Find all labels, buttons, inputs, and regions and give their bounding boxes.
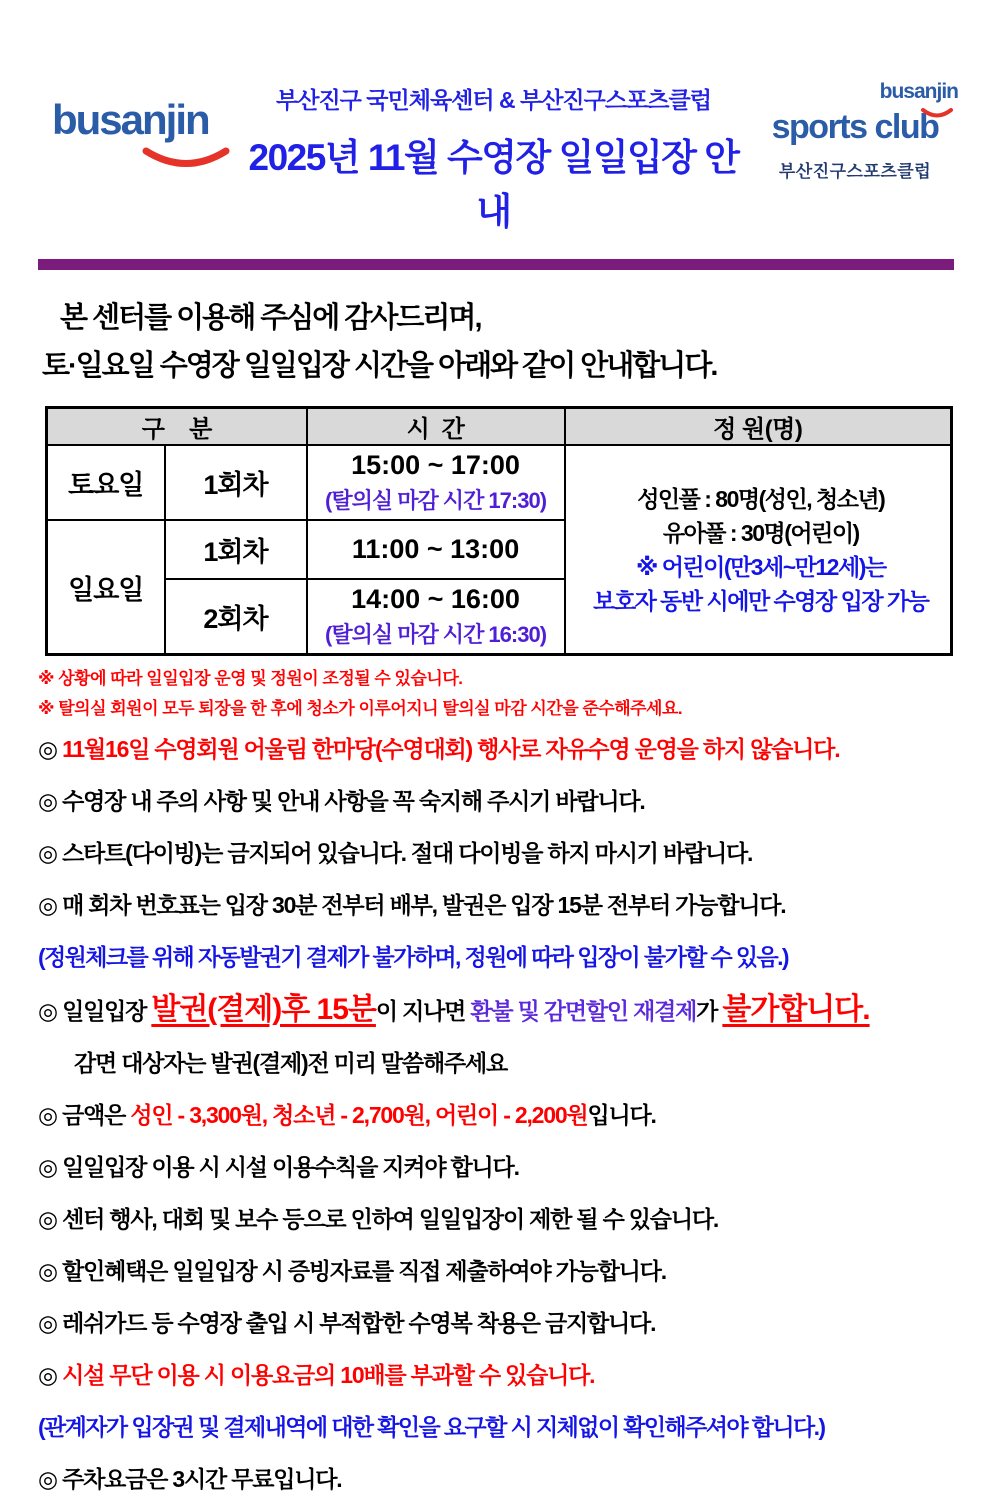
table-row xyxy=(47,445,952,520)
table-header-row xyxy=(47,408,952,446)
note-event-restriction: ◎ 센터 행사, 대회 및 보수 등으로 인하여 일일입장이 제한 될 수 있습니다. xyxy=(38,1206,719,1232)
bullet-icon: ◎ xyxy=(38,1362,57,1388)
locker-close-note: (탈의실 마감 시간 16:30) xyxy=(325,622,547,647)
divider xyxy=(38,259,954,270)
bullet-icon: ◎ xyxy=(38,788,57,814)
note-no-diving: ◎ 스타트(다이빙)는 금지되어 있습니다. 절대 다이빙을 하지 마시기 바랍니다. xyxy=(38,840,753,866)
bullet-icon: ◎ xyxy=(38,1154,57,1180)
capacity-adult-pool: 성인풀 : 80명(성인, 청소년) xyxy=(637,485,885,512)
note-parking: ◎ 주차요금은 3시간 무료입니다. xyxy=(38,1466,342,1492)
time-value: 15:00 ~ 17:00 xyxy=(351,450,520,480)
locker-close-note: (탈의실 마감 시간 17:30) xyxy=(325,488,547,513)
smile-icon xyxy=(140,146,232,177)
busanjin-logo-text: busanjin xyxy=(52,96,209,143)
intro-line-2: 토·일요일 수영장 일일입장 시간을 아래와 같이 안내합니다. xyxy=(42,350,717,382)
note-capacity-adjust: ※ 상황에 따라 일일입장 운영 및 정원이 조정될 수 있습니다. xyxy=(38,669,463,688)
notes-section xyxy=(38,664,962,1495)
note-safety-rules: ◎ 수영장 내 주의 사항 및 안내 사항을 꼭 숙지해 주시기 바랍니다. xyxy=(38,788,645,814)
note-verification: (관계자가 입장권 및 결제내역에 대한 확인을 요구할 시 지체없이 확인해주셔야 합니다.) xyxy=(38,1414,825,1440)
sportsclub-logo-busanjin-text: busanjin xyxy=(879,80,958,103)
bullet-icon: ◎ xyxy=(38,1206,57,1232)
header-titles xyxy=(237,80,750,235)
time-cell xyxy=(307,520,565,579)
note-ticket-timing: ◎ 매 회차 번호표는 입장 30분 전부터 배부, 발권은 입장 15분 전부터 가능합니다. xyxy=(38,892,786,918)
note-facility-rules: ◎ 일일입장 이용 시 시설 이용수칙을 지켜야 합니다. xyxy=(38,1154,519,1180)
smile-small-icon xyxy=(920,102,954,126)
sportsclub-logo-busanjin xyxy=(750,80,960,104)
note-swimwear: ◎ 레쉬가드 등 수영장 출입 시 부적합한 수영복 착용은 금지합니다. xyxy=(38,1310,656,1336)
page-title: 2025년 11월 수영장 일일입장 안내 xyxy=(248,137,739,232)
busanjin-logo xyxy=(52,96,237,144)
note-discount-proof: ◎ 할인혜택은 일일입장 시 증빙자료를 직접 제출하여야 가능합니다. xyxy=(38,1258,666,1284)
bullet-icon: ◎ xyxy=(38,1258,57,1284)
capacity-note-2: 보호자 동반 시에만 수영장 입장 가능 xyxy=(593,587,929,614)
header xyxy=(0,0,992,235)
note-locker-cleaning: ※ 탈의실 회원이 모두 퇴장을 한 후에 청소가 이루어지니 탈의실 마감 시간을 준수해주세요. xyxy=(38,699,683,718)
bullet-icon: ◎ xyxy=(38,736,57,762)
note-discount-inform: 감면 대상자는 발권(결제)전 미리 말씀해주세요 xyxy=(74,1050,508,1076)
day-cell-sunday: 일요일 xyxy=(47,520,165,655)
bullet-icon: ◎ xyxy=(38,1310,57,1336)
note-penalty: ◎ 시설 무단 이용 시 이용요금의 10배를 부과할 수 있습니다. xyxy=(38,1362,595,1388)
col-header-time: 시 간 xyxy=(307,408,565,446)
session-cell: 1회차 xyxy=(165,445,307,520)
capacity-note-1: ※ 어린이(만3세~만12세)는 xyxy=(635,553,886,580)
intro-line-1: 본 센터를 이용해 주심에 감사드리며, xyxy=(60,302,481,334)
note-kiosk-restriction: (정원체크를 위해 자동발권기 결제가 불가하며, 정원에 따라 입장이 불가할 수 있음.) xyxy=(38,944,788,970)
day-cell-saturday: 토요일 xyxy=(47,445,165,520)
bullet-icon: ◎ xyxy=(38,840,57,866)
sportsclub-logo-main: sports club xyxy=(771,108,939,146)
bullet-icon: ◎ xyxy=(38,998,57,1024)
session-cell: 2회차 xyxy=(165,579,307,655)
col-header-capacity: 정 원(명) xyxy=(565,408,952,446)
bullet-icon: ◎ xyxy=(38,1466,57,1492)
time-value: 14:00 ~ 16:00 xyxy=(351,584,520,614)
schedule-table xyxy=(45,406,953,656)
sportsclub-logo xyxy=(750,80,960,182)
intro xyxy=(42,294,952,390)
bullet-icon: ◎ xyxy=(38,1102,57,1128)
header-subtitle: 부산진구 국민체육센터 & 부산진구스포츠클럽 xyxy=(276,87,711,113)
note-event-closure: ◎ 11월16일 수영회원 어울림 한마당(수영대회) 행사로 자유수영 운영을 하지 않습니다. xyxy=(38,736,840,762)
capacity-kids-pool: 유아풀 : 30명(어린이) xyxy=(662,519,859,546)
col-header-group: 구 분 xyxy=(47,408,307,446)
time-cell xyxy=(307,445,565,520)
session-cell: 1회차 xyxy=(165,520,307,579)
note-prices: ◎ 금액은 성인 - 3,300원, 청소년 - 2,700원, 어린이 - 2,200원입니다. xyxy=(38,1102,656,1128)
time-value: 11:00 ~ 13:00 xyxy=(351,534,520,564)
bullet-icon: ◎ xyxy=(38,892,57,918)
sportsclub-logo-caption: 부산진구스포츠클럽 xyxy=(778,162,932,181)
capacity-cell xyxy=(565,445,952,655)
note-refund-policy: ◎ 일일입장 발권(결제)후 15분이 지나면 환불 및 감면할인 재결제가 불가합니다. xyxy=(38,993,870,1026)
time-cell xyxy=(307,579,565,655)
